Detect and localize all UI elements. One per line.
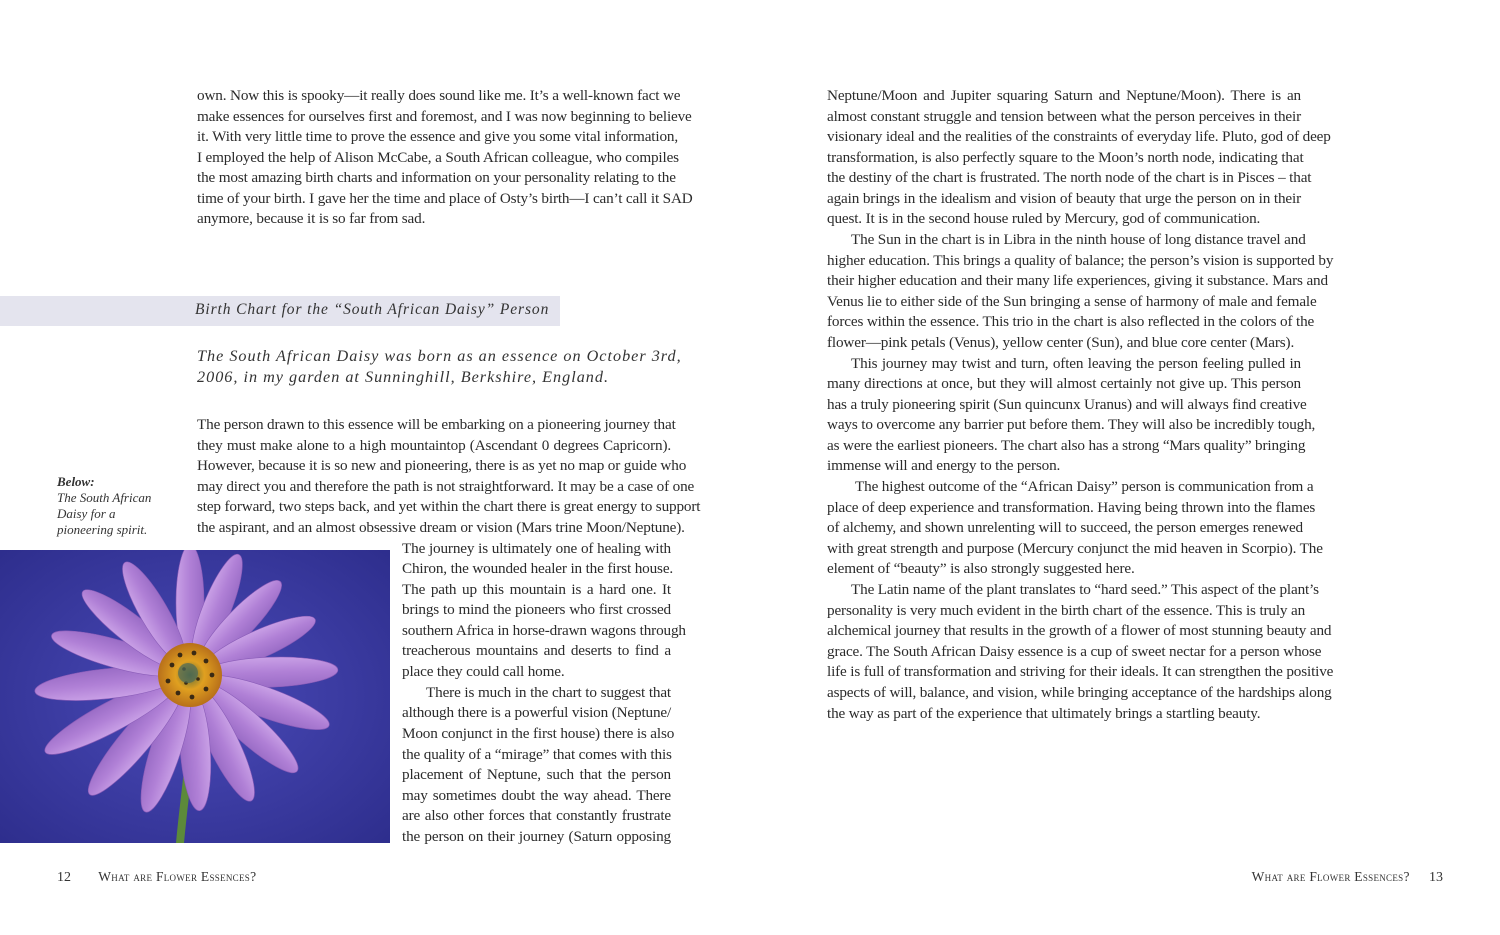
text-line: although there is a powerful vision (Neptune/	[402, 704, 672, 721]
text-line: The path up this mountain is a hard one. It	[402, 581, 671, 598]
running-title: What are Flower Essences?	[1251, 869, 1410, 884]
section-heading: Birth Chart for the “South African Daisy” Person	[195, 301, 550, 318]
text-line: again brings in the idealism and vision of beauty that urge the person on in their	[827, 190, 1301, 207]
text-line: may direct you and therefore the path is not straightforward. It may be a case of one	[197, 478, 695, 495]
text-line: has a truly pioneering spirit (Sun quincunx Uranus) and will always find creative	[827, 396, 1307, 413]
page-number: 13	[1429, 870, 1443, 885]
text-line: make essences for ourselves first and foremost, and I was now beginning to believe	[197, 108, 692, 125]
text-line: immense will and energy to the person.	[827, 457, 1061, 474]
text-line: This journey may twist and turn, often leaving the person feeling pulled in	[851, 355, 1301, 372]
text-line: almost constant struggle and tension between what the person perceives in their	[827, 108, 1301, 125]
text-line: place of deep experience and transformation. Having being thrown into the flames	[827, 499, 1316, 516]
text-line: grace. The South African Daisy essence is a cup of sweet nectar for a person whose	[827, 643, 1322, 660]
text-line: the most amazing birth charts and information on your personality relating to the	[197, 169, 676, 186]
caption-line: Daisy for a	[57, 506, 116, 521]
text-line: the destiny of the chart is frustrated. The north node of the chart is in Pisces – that	[827, 169, 1312, 186]
text-line: anymore, because it is so far from sad.	[197, 210, 426, 227]
left-footer	[57, 868, 256, 887]
text-line: aspects of will, balance, and vision, while bringing acceptance of the hardships along	[827, 684, 1332, 701]
text-line: The journey is ultimately one of healing with	[402, 540, 671, 557]
text-line: personality is very much evident in the birth chart of the essence. This is truly an	[827, 602, 1306, 619]
text-line: The person drawn to this essence will be embarking on a pioneering journey that	[197, 416, 676, 433]
caption-line: pioneering spirit.	[57, 522, 148, 537]
text-line: southern Africa in horse-drawn wagons through	[402, 622, 686, 639]
text-line: step forward, two steps back, and yet within the chart there is great energy to support	[197, 498, 701, 515]
text-line: higher education. This brings a quality of balance; the person’s vision is supported by	[827, 252, 1334, 269]
caption-line: The South African	[57, 490, 152, 505]
caption-label: Below:	[57, 474, 95, 489]
text-line: time of your birth. I gave her the time and place of Osty’s birth—I can’t call it SAD	[197, 190, 693, 207]
text-line: of alchemy, and shown unrelenting will to succeed, the person emerges renewed	[827, 519, 1303, 536]
text-line: treacherous mountains and deserts to find a	[402, 642, 671, 659]
text-line: The Sun in the chart is in Libra in the ninth house of long distance travel and	[851, 231, 1306, 248]
text-line: life is full of transformation and striving for their ideals. It can strengthen the positive	[827, 663, 1334, 680]
page-number: 12	[57, 870, 71, 885]
text-line: their higher education and their many life experiences, giving it substance. Mars and	[827, 272, 1328, 289]
text-line: Chiron, the wounded healer in the first house.	[402, 560, 674, 577]
text-line: the person on their journey (Saturn opposing	[402, 828, 671, 845]
text-line: they must make alone to a high mountaintop (Ascendant 0 degrees Capricorn).	[197, 437, 671, 454]
text-line: place they could call home.	[402, 663, 565, 680]
intro-line: The South African Daisy was born as an essence on October 3rd,	[197, 347, 682, 365]
text-line: flower—pink petals (Venus), yellow center (Sun), and blue core center (Mars).	[827, 334, 1295, 351]
text-line: Neptune/Moon and Jupiter squaring Saturn and Neptune/Moon). There is an	[827, 87, 1301, 104]
text-line: the quality of a “mirage” that comes with this	[402, 746, 672, 763]
text-line: the way as part of the experience that ultimately brings a startling beauty.	[827, 705, 1261, 722]
intro-line: 2006, in my garden at Sunninghill, Berkshire, England.	[197, 368, 610, 386]
text-line: However, because it is so new and pioneering, there is as yet no map or guide who	[197, 457, 687, 474]
text-line: forces within the essence. This trio in the chart is also reflected in the colors of the	[827, 313, 1315, 330]
text-line: own. Now this is spooky—it really does sound like me. It’s a well-known fact we	[197, 87, 681, 104]
text-line: with great strength and purpose (Mercury conjunct the mid heaven in Scorpio). The	[827, 540, 1323, 557]
text-line: element of “beauty” is also strongly suggested here.	[827, 560, 1135, 577]
daisy-photo	[0, 550, 390, 843]
text-line: Moon conjunct in the first house) there is also	[402, 725, 675, 742]
text-line: I employed the help of Alison McCabe, a South African colleague, who compiles	[197, 149, 679, 166]
text-line: quest. It is in the second house ruled by Mercury, god of communication.	[827, 210, 1261, 227]
text-line: ways to overcome any barrier put before them. They will also be incredibly tough,	[827, 416, 1316, 433]
text-line: Venus lie to either side of the Sun bringing a sense of harmony of male and female	[827, 293, 1317, 310]
text-line: The Latin name of the plant translates to “hard seed.” This aspect of the plant’s	[851, 581, 1319, 598]
right-footer	[1252, 868, 1443, 887]
running-title: What are Flower Essences?	[98, 869, 257, 884]
text-line: many directions at once, but they will almost certainly not give up. This person	[827, 375, 1301, 392]
text-line: may sometimes doubt the way ahead. There	[402, 787, 671, 804]
text-line: as were the earliest pioneers. The chart also has a strong “Mars quality” bringing	[827, 437, 1306, 454]
text-line: the aspirant, and an almost obsessive dream or vision (Mars trine Moon/Neptune).	[197, 519, 685, 536]
text-line: it. With very little time to prove the essence and give you some vital information,	[197, 128, 678, 145]
text-line: The highest outcome of the “African Daisy” person is communication from a	[855, 478, 1314, 495]
text-line: alchemical journey that results in the growth of a flower of most stunning beauty and	[827, 622, 1332, 639]
text-line: placement of Neptune, such that the person	[402, 766, 671, 783]
text-line: transformation, is also perfectly square to the Moon’s north node, indicating that	[827, 149, 1304, 166]
text-line: are also other forces that constantly frustrate	[402, 807, 671, 824]
text-line: visionary ideal and the realities of the constraints of everyday life. Pluto, god of deep	[827, 128, 1331, 145]
text-line: There is much in the chart to suggest that	[426, 684, 671, 701]
text-line: brings to mind the pioneers who first crossed	[402, 601, 671, 618]
